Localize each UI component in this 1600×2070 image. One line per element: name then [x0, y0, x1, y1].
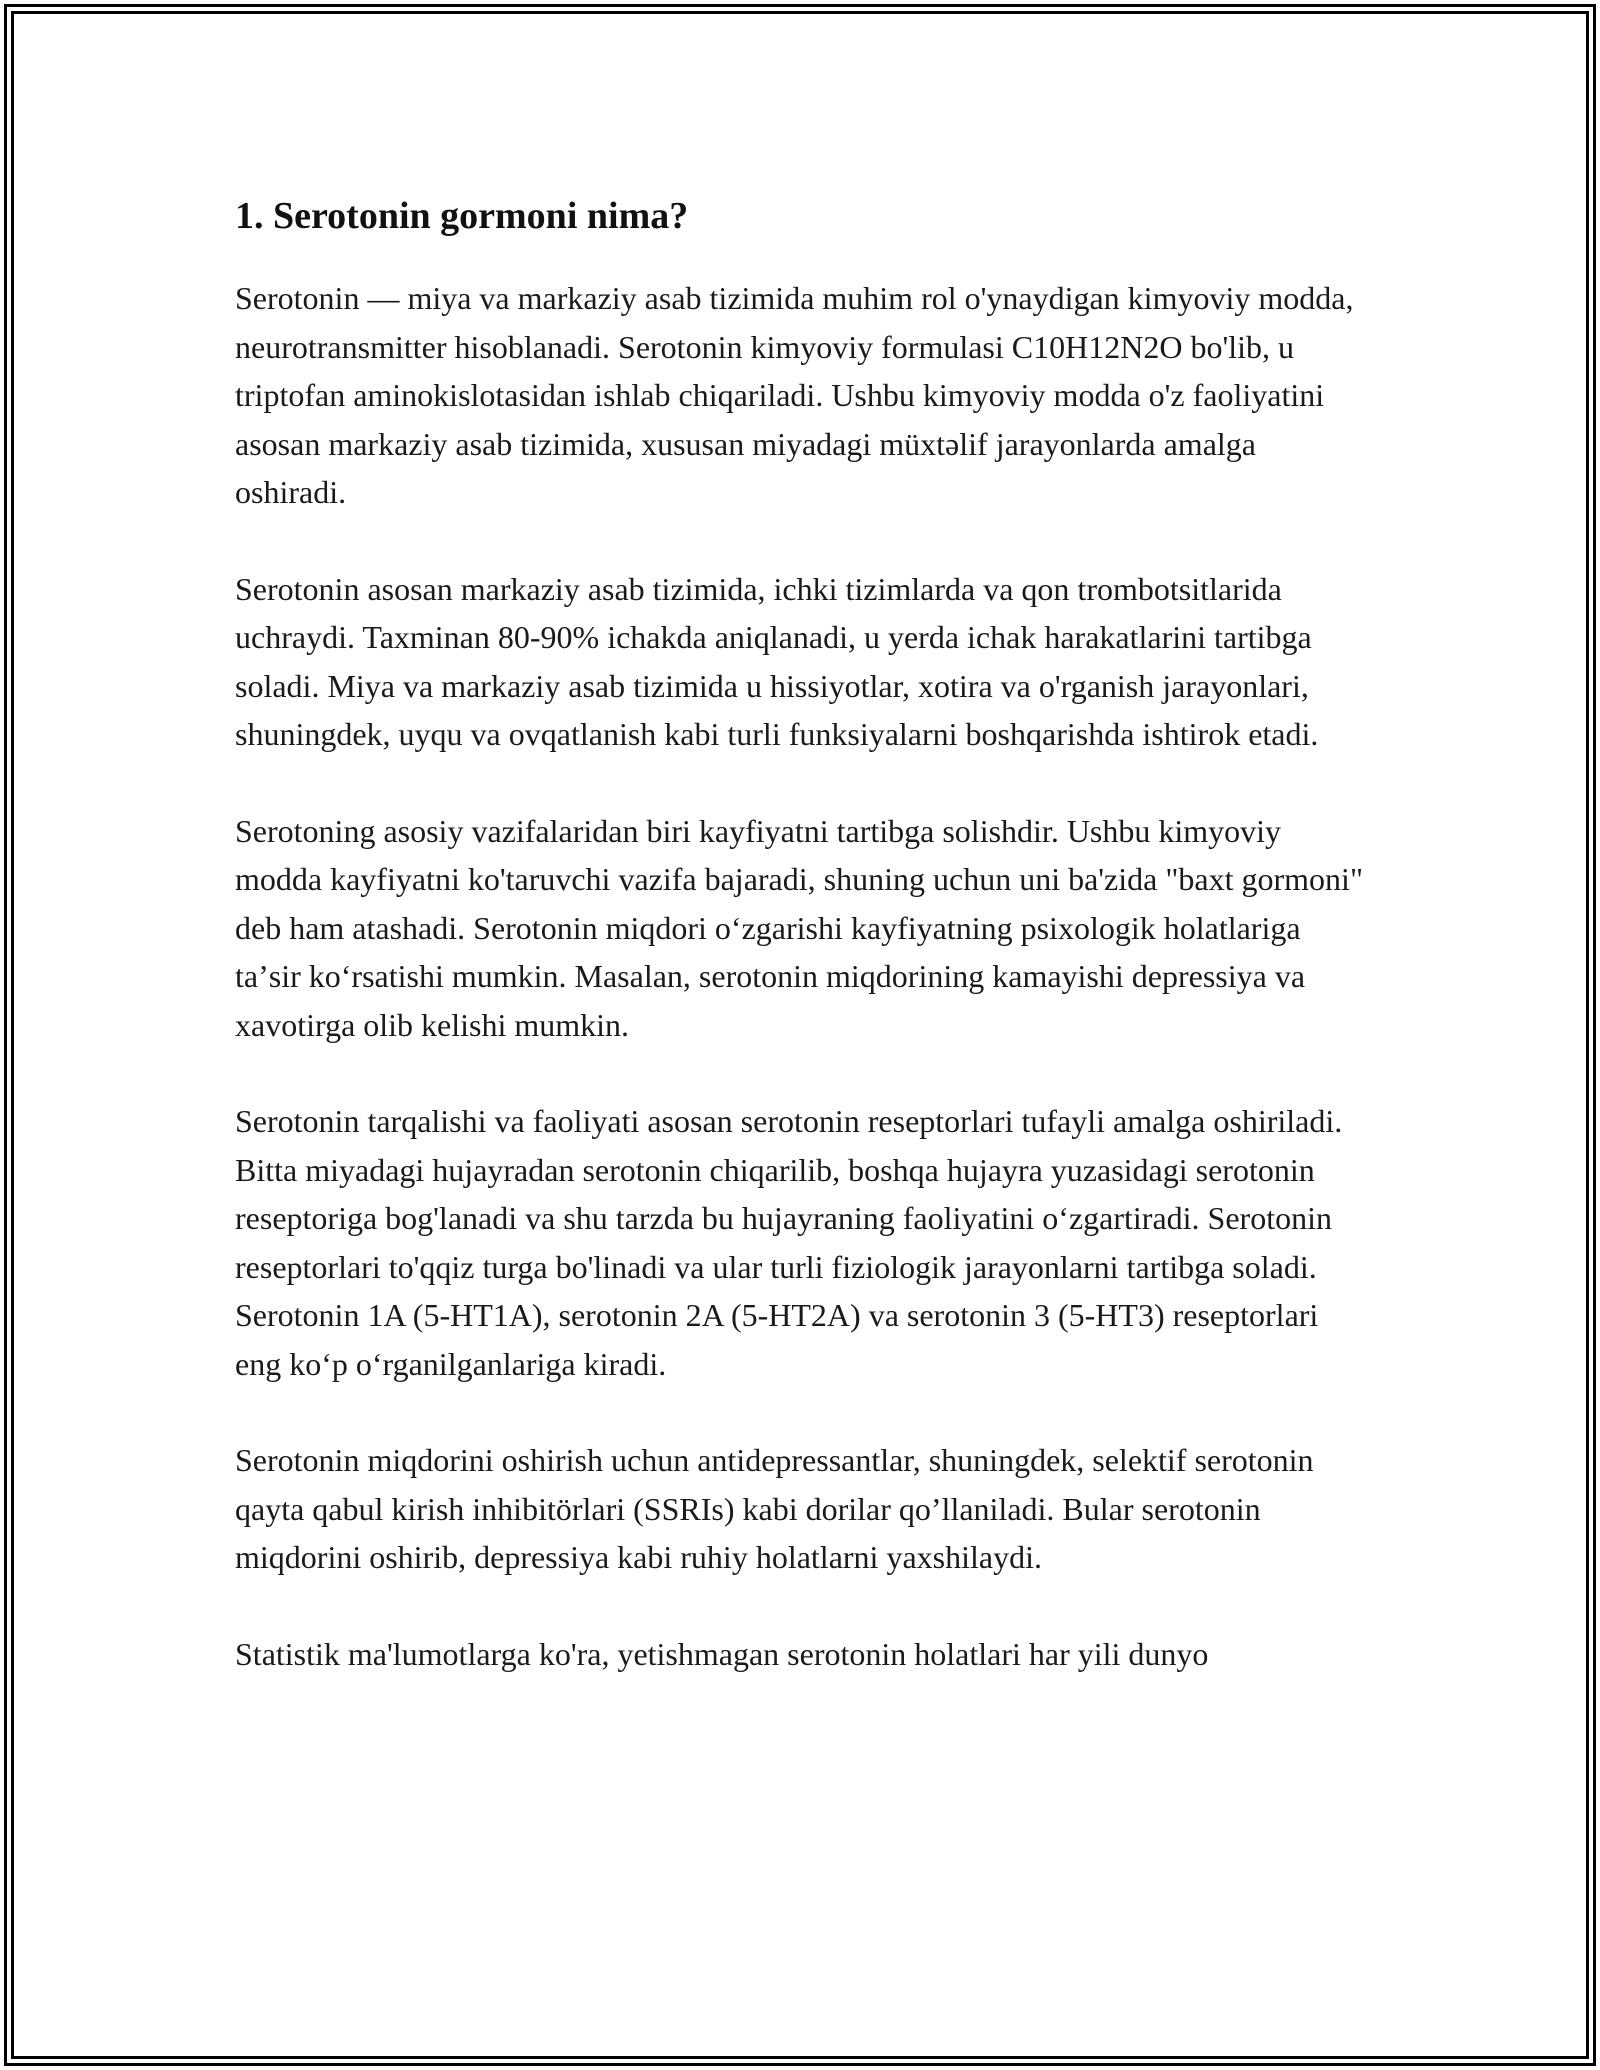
paragraph-medication: Serotonin miqdorini oshirish uchun antidepressantlar, shuningdek, selektif serotonin qayta qabul kirish inhibitörlari (SSRIs) kabi dorilar qo’llaniladi. Bular serotonin miqdorini oshirib, depressiya kabi ruhiy holatlarni yaxshilaydi.	[235, 1442, 1314, 1575]
section-heading: 1. Serotonin gormoni nima?	[235, 195, 689, 237]
paragraph-mood: Serotoning asosiy vazifalaridan biri kayfiyatni tartibga solishdir. Ushbu kimyoviy modda kayfiyatni ko'taruvchi vazifa bajaradi, shuning uchun uni ba'zida "baxt gormoni" deb ham atashadi. Serotonin miqdori oʻzgarishi kayfiyatning psixologik holatlariga taʼsir koʻrsatishi mumkin. Masalan, serotonin miqdorining kamayishi depressiya va xavotirga olib kelishi mumkin.	[235, 812, 1363, 1043]
paragraph-receptors: Serotonin tarqalishi va faoliyati asosan serotonin reseptorlari tufayli amalga oshiriladi. Bitta miyadagi hujayradan serotonin chiqarilib, boshqa hujayra yuzasidagi serotonin reseptoriga bog'lanadi va shu tarzda bu hujayraning faoliyatini oʻzgartiradi. Serotonin reseptorlari to'qqiz turga bo'linadi va ular turli fiziologik jarayonlarni tartibga soladi. Serotonin 1A (5-HT1A), serotonin 2A (5-HT2A) va serotonin 3 (5-HT3) reseptorlari eng koʻp oʻrganilganlariga kiradi.	[235, 1103, 1343, 1382]
paragraph-location: Serotonin asosan markaziy asab tizimida, ichki tizimlarda va qon trombotsitlarida uchraydi. Taxminan 80-90% ichakda aniqlanadi, u yerda ichak harakatlarini tartibga soladi. Miya va markaziy asab tizimida u hissiyotlar, xotira va o'rganish jarayonlari, shuningdek, uyqu va ovqatlanish kabi turli funksiyalarni boshqarishda ishtirok etadi.	[235, 570, 1319, 752]
document-body	[235, 188, 1365, 1726]
paragraph-definition: Serotonin — miya va markaziy asab tizimida muhim rol o'ynaydigan kimyoviy modda, neurotransmitter hisoblanadi. Serotonin kimyoviy formulasi C10H12N2O bo'lib, u triptofan aminokislotasidan ishlab chiqariladi. Ushbu kimyoviy modda o'z faoliyatini asosan markaziy asab tizimida, xususan miyadagi müxtəlif jarayonlarda amalga oshiradi.	[235, 280, 1354, 510]
paragraph-statistics: Statistik ma'lumotlarga ko'ra, yetishmagan serotonin holatlari har yili dunyo	[235, 1635, 1209, 1672]
